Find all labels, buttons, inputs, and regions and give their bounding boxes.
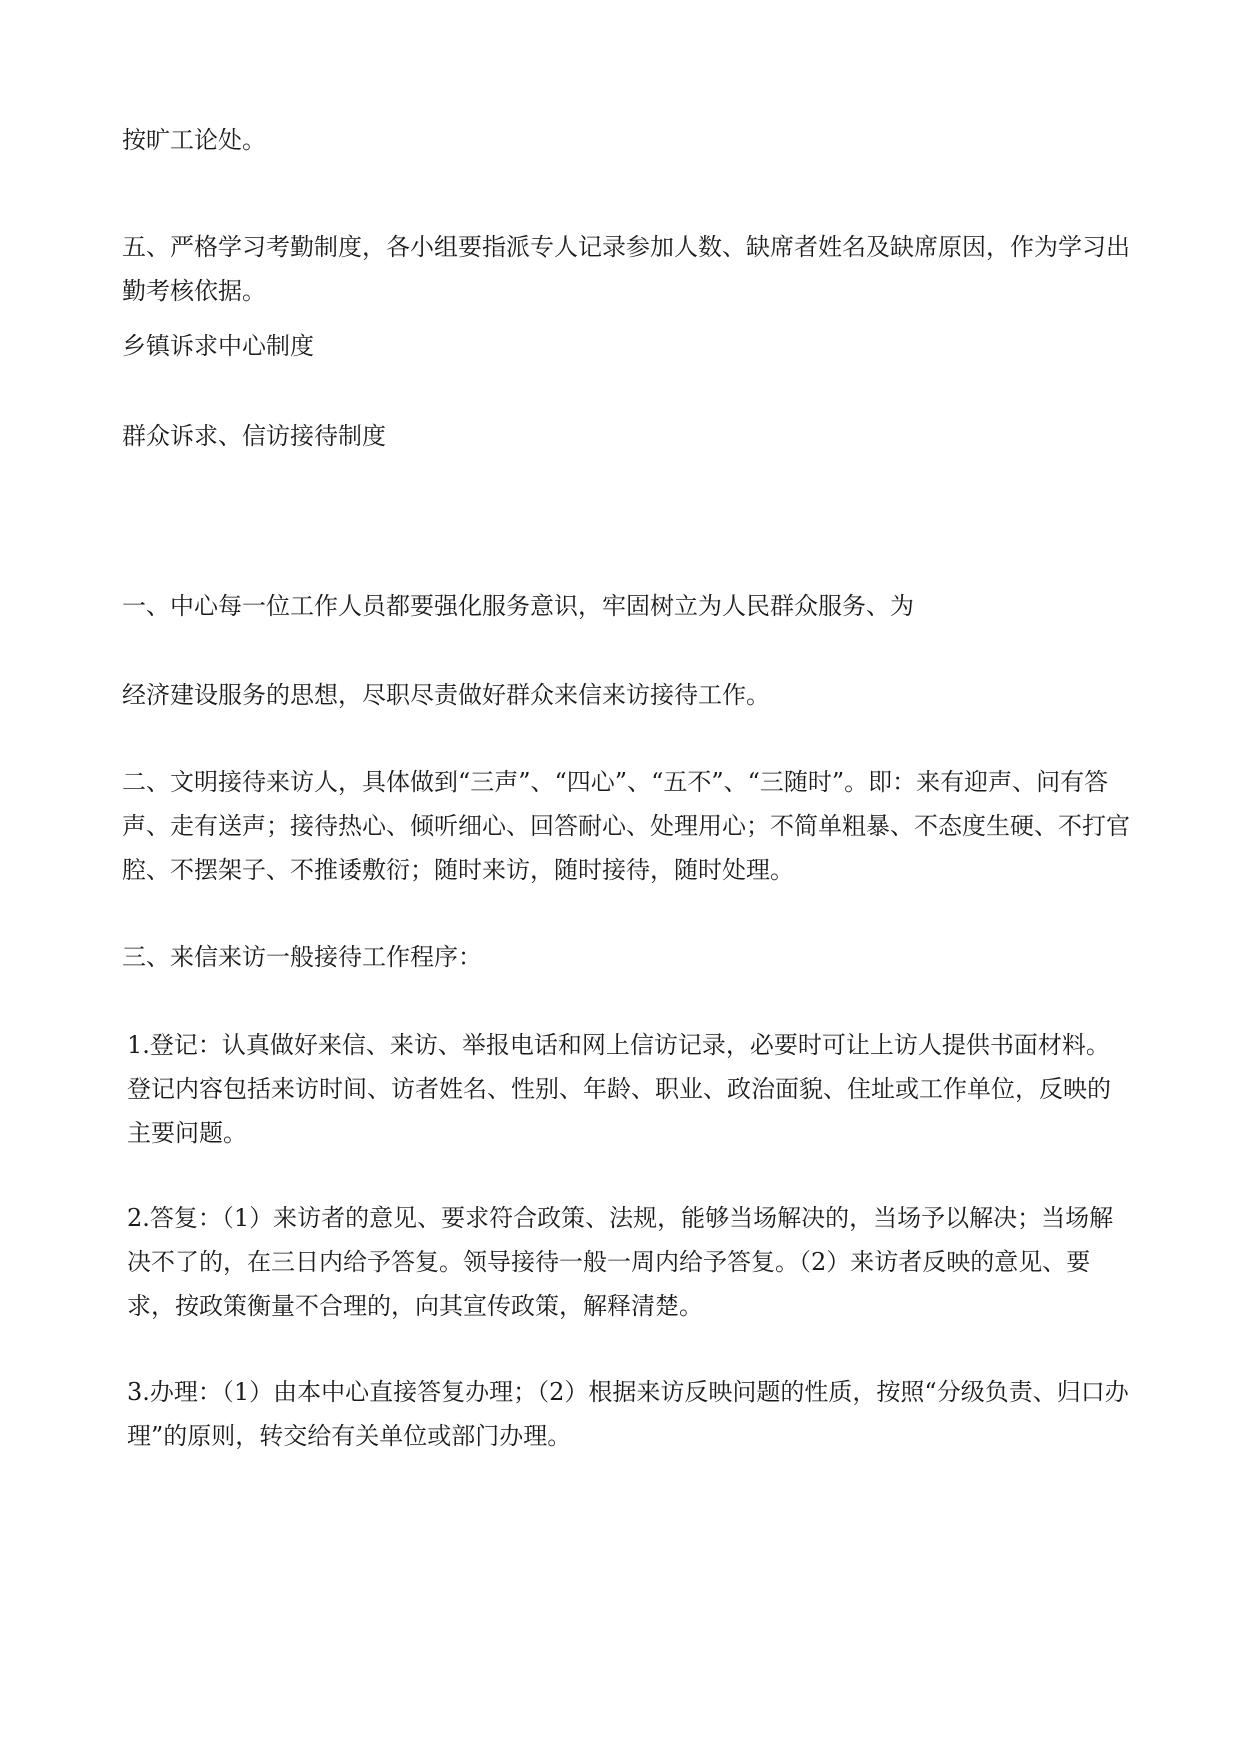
section-title-petition-reception: 群众诉求、信访接待制度	[122, 422, 386, 450]
paragraph-item-two: 二、文明接待来访人，具体做到“三声”、“四心”、“五不”、“三随时”。即：来有迎声、问有答声、走有送声；接待热心、倾听细心、回答耐心、处理用心；不简单粗暴、不态度生硬、不打官腔、不摆架子、不推诿敷衍；随时来访，随时接待，随时处理。	[122, 768, 1130, 884]
paragraph-item-three: 三、来信来访一般接待工作程序：	[122, 943, 482, 971]
paragraph-attendance-rule: 五、严格学习考勤制度，各小组要指派专人记录参加人数、缺席者姓名及缺席原因，作为学习出勤考核依据。	[122, 233, 1130, 305]
paragraph-absence-rule: 按旷工论处。	[122, 126, 266, 154]
paragraph-step-register: 1.登记：认真做好来信、来访、举报电话和网上信访记录，必要时可让上访人提供书面材料。登记内容包括来访时间、访者姓名、性别、年龄、职业、政治面貌、住址或工作单位，反映的主要问题。	[127, 1031, 1111, 1147]
paragraph-item-one-line-1: 一、中心每一位工作人员都要强化服务意识，牢固树立为人民群众服务、为	[122, 592, 914, 620]
paragraph-step-reply: 2.答复：（1）来访者的意见、要求符合政策、法规，能够当场解决的，当场予以解决；当场解决不了的，在三日内给予答复。领导接待一般一周内给予答复。（2）来访者反映的意见、要求，按政策衡量不合理的，向其宣传政策，解释清楚。	[127, 1204, 1114, 1320]
paragraph-item-one-line-2: 经济建设服务的思想，尽职尽责做好群众来信来访接待工作。	[122, 681, 770, 709]
paragraph-step-handle: 3.办理：（1）由本中心直接答复办理；（2）根据来访反映问题的性质，按照“分级负责、归口办理”的原则，转交给有关单位或部门办理。	[127, 1378, 1129, 1450]
section-title-appeal-center: 乡镇诉求中心制度	[122, 332, 314, 360]
